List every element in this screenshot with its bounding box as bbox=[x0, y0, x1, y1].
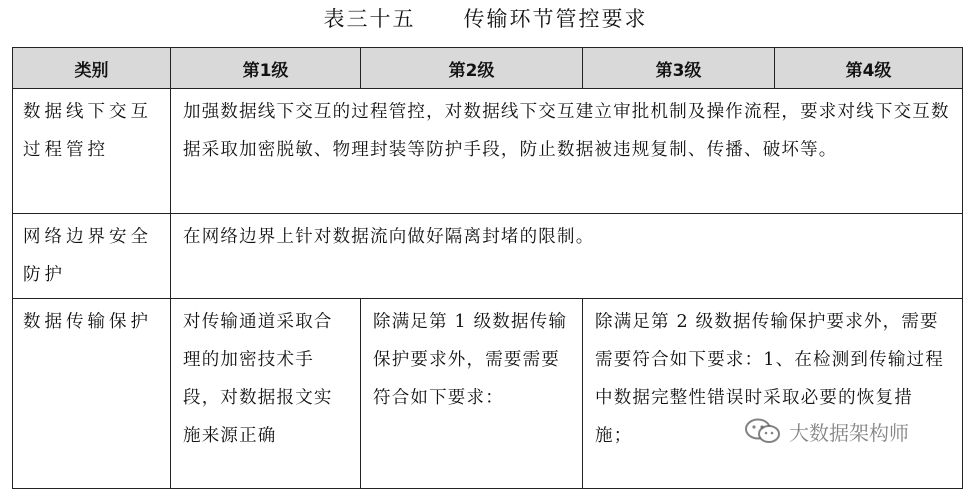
header-level-4: 第4级 bbox=[775, 48, 963, 89]
table-title-text: 传输环节管控要求 bbox=[463, 7, 648, 31]
table-row bbox=[13, 214, 963, 299]
row-requirement: 加强数据线下交互的过程管控，对数据线下交互建立审批机制及操作流程，要求对线下交互数据采取加密脱敏、物理封装等防护手段，防止数据被违规复制、传播、破坏等。 bbox=[171, 89, 963, 214]
table-row bbox=[13, 299, 963, 489]
row-level-1-requirement: 对传输通道采取合理的加密技术手段，对数据报文实施来源正确 bbox=[171, 299, 361, 489]
header-category: 类别 bbox=[13, 48, 171, 89]
header-row bbox=[13, 48, 963, 89]
row-level-2-requirement: 除满足第 1 级数据传输保护要求外，需要需要符合如下要求： bbox=[361, 299, 583, 489]
watermark-text: 大数据架构师 bbox=[789, 420, 909, 445]
row-category: 数据传输保护 bbox=[13, 299, 171, 489]
watermark bbox=[743, 414, 909, 448]
wechat-icon bbox=[743, 417, 783, 445]
header-level-3: 第3级 bbox=[583, 48, 775, 89]
table-title bbox=[0, 3, 971, 35]
row-category: 数据线下交互过程管控 bbox=[13, 89, 171, 214]
row-level-3-4-requirement: 除满足第 2 级数据传输保护要求外，需要需要符合如下要求：1、在检测到传输过程中数据完整性错误时采取必要的恢复措施； bbox=[583, 299, 963, 489]
table-title-label: 表三十五 bbox=[323, 7, 416, 31]
header-level-2: 第2级 bbox=[361, 48, 583, 89]
row-requirement: 在网络边界上针对数据流向做好隔离封堵的限制。 bbox=[171, 214, 963, 299]
header-level-1: 第1级 bbox=[171, 48, 361, 89]
table-row bbox=[13, 89, 963, 214]
row-category: 网络边界安全防护 bbox=[13, 214, 171, 299]
